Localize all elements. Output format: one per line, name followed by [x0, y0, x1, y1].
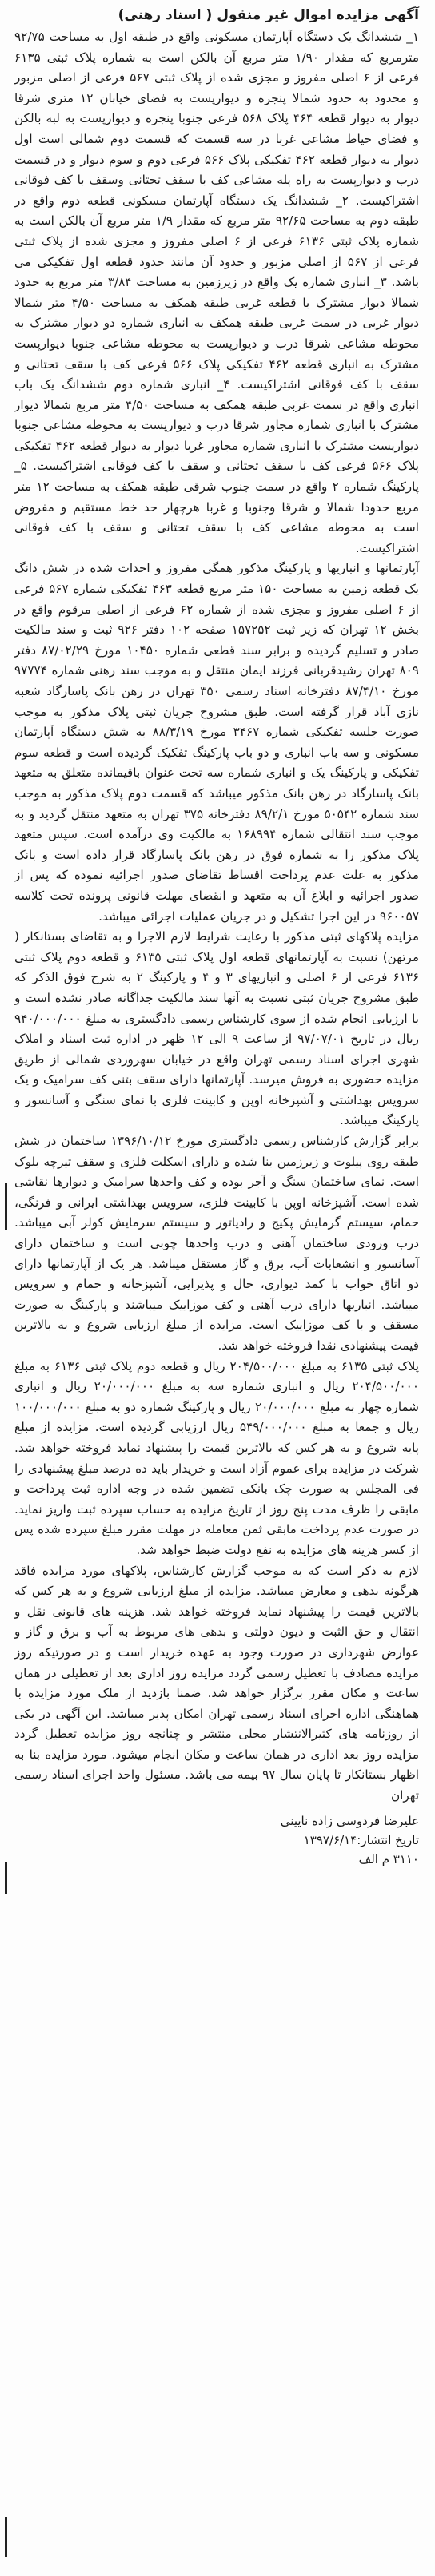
- publication-date: تاریخ انتشار:۱۳۹۷/۶/۱۴: [303, 1832, 419, 1847]
- notice-code: ۳۱۱۰ م الف: [358, 1851, 419, 1866]
- notice-paragraph: ۱_ ششدانگ یک دستگاه آپارتمان مسکونی واقع در طبقه اول به مساحت ۹۲/۷۵ مترمربع که مقدار ۱/۹۰ متر مربع آن بالکن است به شماره پلاک ثبتی ۶۱۳۵ فرعی از ۶ اصلی مفروز و مجزی شده از پلاک ثبتی ۵۶۷ فرعی از اصلی مزبور و محدود به حدود شمالا پنجره و دیوارپست به فضای خیابان ۱۲ متری شرقا دیوار به دیوار قطعه ۴۶۴ پلاک ۵۶۸ فرعی جنوبا پنجره و دیوارپست به لبه بالکن و فضای حیاط مشاعی غربا در سه قسمت که قسمت دوم شمالی است اول دیوار به دیوار قطعه ۴۶۲ تفکیکی پلاک ۵۶۶ فرعی دوم و سوم دیوار و در قسمت درب و دیوارپست به راه پله مشاعی کف با سقف تحتانی وسقف با کف فوقانی اشتراکیست. ۲_ ششدانگ یک دستگاه آپارتمان مسکونی قطعه دوم واقع در طبقه دوم به مساحت ۹۲/۶۵ متر مربع که مقدار ۱/۹ متر مربع آن بالکن است به شماره پلاک ثبتی ۶۱۳۶ فرعی از ۶ اصلی مفروز و مجزی شده از پلاک ثبتی فرعی از ۵۶۷ از اصلی مزبور و حدود آن مانند حدود قطعه اول تفکیکی می باشد. ۳_ انباری شماره یک واقع در زیرزمین به مساحت ۳/۸۴ متر مربع به حدود شمالا دیوار مشترک با قطعه غربی طبقه همکف به مساحت ۴/۵۰ متر شمالا دیوار غربی در سمت غربی طبقه همکف به انباری شماره دو دیوار مشترک به محوطه مشاعی شرقا درب و دیوارپست به محوطه مشاعی جنوبا دیوارپست مشترک به انباری قطعه ۴۶۲ تفکیکی پلاک ۵۶۶ فرعی کف با سقف تحتانی و سقف با کف فوقانی اشتراکیست. ۴_ انباری شماره دوم ششدانگ یک باب انباری واقع در سمت غربی طبقه همکف به مساحت ۴/۵۰ متر مربع شمالا دیوار مشترک با انباری شماره مجاور شرقا درب و دیوارپست به محوطه مشاعی جنوبا دیوارپست مشترک با انباری شماره مجاور غربا دیوار به دیوار قطعه ۴۶۲ تفکیکی پلاک ۵۶۶ فرعی کف با سقف تحتانی و سقف با کف فوقانی اشتراکیست. ۵_ پارکینگ شماره ۲ واقع در سمت جنوب شرقی طبقه همکف به مساحت ۱۲ متر مربع حدودا شمالا و شرقا وجنوبا و غربا هرچهار حد خط مستقیم و مفروض است به محوطه مشاعی کف با سقف تحتانی و سقف با کف فوقانی اشتراکیست.: [14, 30, 420, 555]
- column-edge-mark: [5, 2517, 7, 2557]
- notice-paragraph: لازم به ذکر است که به موجب گزارش کارشناس، پلاکهای مورد مزایده فاقد هرگونه بدهی و معارض میباشد. مزایده از مبلغ ارزیابی شروع و به هر کس که بالاترین قیمت را پیشنهاد نماید فروخته خواهد شد. هزینه های قانونی نقل و انتقال و حق الثبت و دیون دولتی و بدهی های مربوط به آب و برق و گاز و عوارض شهرداری در صورت وجود به عهده خریدار است و در صورتیکه روز مزایده مصادف با تعطیل رسمی گردد مزایده روز اداری بعد از تعطیلی در همان ساعت و مکان مقرر برگزار خواهد شد. ضمنا بازدید از ملک مورد مزایده با هماهنگی اداره اجرای اسناد رسمی تهران امکان پذیر میباشد. این آگهی در یکی از روزنامه های کثیرالانتشار محلی منتشر و چنانچه روز مزایده تعطیل گردد مزایده روز بعد اداری در همان ساعت و مکان انجام میشود. مورد مزایده بنا به اظهار بستانکار تا پایان سال ۹۷ بیمه می باشد. مسئول واحد اجرای اسناد رسمی تهران: [14, 1563, 419, 1803]
- signature-block: [14, 1811, 419, 1869]
- notice-title: آگهی مزایده اموال غیر منقول ( اسناد رهنی): [118, 7, 419, 23]
- column-edge-mark: [5, 1183, 7, 1230]
- notice-paragraph: آپارتمانها و انباریها و پارکینگ مذکور همگی مفروز و احداث شده در شش دانگ یک قطعه زمین به مساحت ۱۵۰ متر مربع قطعه ۴۶۳ تفکیکی شماره ۵۶۷ فرعی از ۶ اصلی مفروز و مجزی شده از شماره ۶۲ فرعی از اصلی مرقوم واقع در بخش ۱۲ تهران که زیر ثبت ۱۵۷۲۵۲ صفحه ۱۰۲ دفتر ۹۲۶ ثبت و سند مالکیت صادر و تسلیم گردیده و برابر سند قطعی شماره ۱۰۴۵۰ مورخ ۸۷/۰۲/۲۹ دفتر ۸۰۹ تهران رشیدقربانی فرزند ایمان منتقل و به موجب سند رهنی شماره ۹۷۷۷۴ مورخ ۸۷/۴/۱۰ دفترخانه اسناد رسمی ۳۵۰ تهران در رهن بانک پاسارگاد شعبه نازی آباد قرار گرفته است. طبق مشروح جریان ثبتی پلاک مذکور به موجب صورت جلسه تفکیکی شماره ۳۴۶۷ مورخ ۸۸/۳/۱۹ به شش دستگاه آپارتمان مسکونی و سه باب انباری و دو باب پارکینگ تفکیک گردیده است و قطعه سوم تفکیکی و پارکینگ یک و انباری شماره سه تحت عنوان باقیمانده متعلق به متعهد بانک پاسارگاد در رهن بانک مذکور میباشد که قسمت دوم پلاک مذکور به موجب سند شماره ۵۰۵۴۲ مورخ ۸۹/۲/۱ دفترخانه ۳۷۵ تهران به متعهد منتقل گردید و به موجب سند انتقالی شماره ۱۶۸۹۹۴ به مالکیت وی درآمده است. سپس متعهد پلاک مذکور را به شماره فوق در رهن بانک پاسارگاد قرار داده است و بانک مذکور به علت عدم پرداخت اقساط تقاضای صدور اجرائیه نموده که پس از صدور اجرائیه و ابلاغ آن به متعهد و انقضای مهلت قانونی پرونده تحت کلاسه ۹۶۰۰۵۷ در این اجرا تشکیل و در جریان عملیات اجرائی میباشد.: [14, 561, 420, 924]
- column-edge-mark: [5, 1862, 7, 1894]
- signatory-name: علیرضا فردوسی زاده نایینی: [280, 1813, 419, 1828]
- notice-paragraph: برابر گزارش کارشناس رسمی دادگستری مورخ ۱۳۹۶/۱۰/۱۲ ساختمان در شش طبقه روی پیلوت و زیرزمین بنا شده و دارای اسکلت فلزی و سقف تیرچه بلوک است. نمای ساختمان سنگ و آجر بوده و کف واحدها سرامیک و دیوارها نقاشی شده است. آشپزخانه اوپن با کابینت فلزی، سرویس بهداشتی ایرانی و فرنگی، حمام، سیستم گرمایش پکیج و رادیاتور و سیستم سرمایش کولر آبی میباشد. درب ورودی ساختمان آهنی و درب واحدها چوبی است و ساختمان دارای آسانسور و انشعابات آب، برق و گاز مستقل میباشد. هر یک از آپارتمانها دارای دو اتاق خواب با کمد دیواری، حال و پذیرایی، آشپزخانه و حمام و سرویس میباشد. انباریها دارای درب آهنی و کف موزاییک میباشند و پارکینگ به صورت مسقف و با کف موزاییک است. مزایده از مبلغ ارزیابی شروع و به بالاترین قیمت پیشنهادی نقدا فروخته خواهد شد.: [14, 1134, 420, 1353]
- notice-paragraph: پلاک ثبتی ۶۱۳۵ به مبلغ ۲۰۴/۵۰۰/۰۰۰ ریال و قطعه دوم پلاک ثبتی ۶۱۳۶ به مبلغ ۲۰۴/۵۰۰/۰۰۰ ریال و انباری شماره سه به مبلغ ۲۰/۰۰۰/۰۰۰ ریال و انباری شماره چهار به مبلغ ۲۰/۰۰۰/۰۰۰ ریال و پارکینگ شماره دو به مبلغ ۱۰۰/۰۰۰/۰۰۰ ریال و جمعا به مبلغ ۵۴۹/۰۰۰/۰۰۰ ریال ارزیابی گردیده است. مزایده از مبلغ پایه شروع و به هر کس که بالاترین قیمت را پیشنهاد نماید فروخته خواهد شد. شرکت در مزایده برای عموم آزاد است و خریدار باید ده درصد مبلغ پیشنهادی را فی المجلس به صورت چک بانکی تضمین شده در وجه اداره ثبت پرداخت و مابقی را ظرف مدت پنج روز از تاریخ مزایده به حساب سپرده ثبت واریز نماید. در صورت عدم پرداخت مابقی ثمن معامله در مهلت مقرر مبلغ سپرده شده پس از کسر هزینه های مزایده به نفع دولت ضبط خواهد شد.: [14, 1358, 420, 1557]
- notice-paragraph: مزایده پلاکهای ثبتی مذکور با رعایت شرایط لازم الاجرا و به تقاضای بستانکار ( مرتهن) نسبت به آپارتمانهای قطعه اول پلاک ثبتی ۶۱۳۵ و قطعه دوم پلاک ثبتی ۶۱۳۶ فرعی از ۶ اصلی و انباریهای ۳ و ۴ و پارکینگ ۲ به شرح فوق الذکر که طبق مشروح جریان ثبتی نسبت به آنها سند مالکیت جداگانه صادر نشده است و با ارزیابی انجام شده از سوی کارشناس رسمی دادگستری به مبلغ ۹۴۰/۰۰۰/۰۰۰ ریال در تاریخ ۹۷/۰۷/۰۱ از ساعت ۹ الی ۱۲ ظهر در اداره ثبت اسناد و املاک شهری اجرای اسناد رسمی تهران واقع در خیابان سهروردی شمالی از طریق مزایده حضوری به فروش میرسد. آپارتمانها دارای سقف بتنی کف سرامیک و یک سرویس بهداشتی و آشپزخانه اوپن و کابینت فلزی با نمای سنگی و آسانسور و پارکینگ میباشد.: [14, 929, 420, 1128]
- notice-body: [14, 27, 419, 1807]
